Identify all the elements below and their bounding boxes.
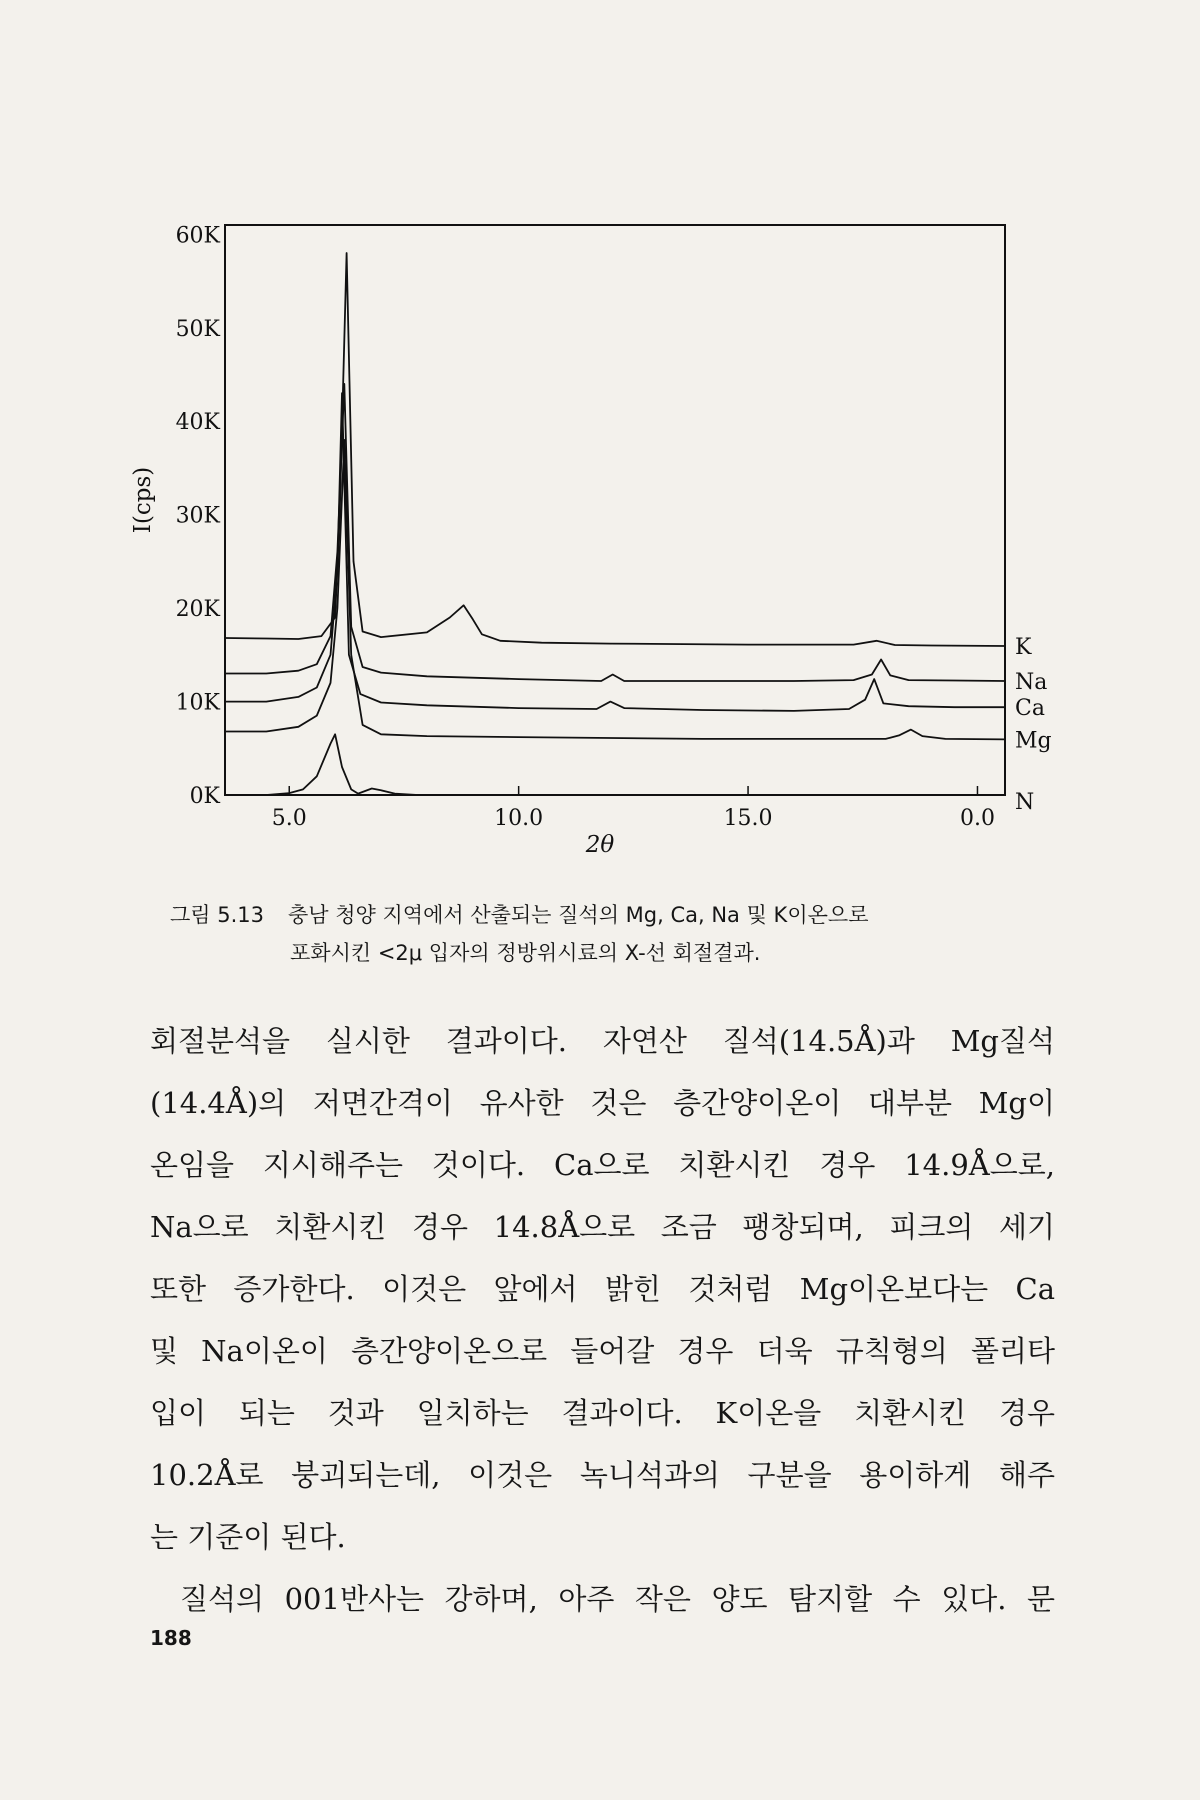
y-tick-label: 20K [175,597,220,623]
series-label-k: K [1015,634,1032,660]
caption-text-1: 충남 청양 지역에서 산출되는 질석의 Mg, Ca, Na 및 K이온으로 [288,903,869,927]
body-line: 10.2Å로 붕괴되는데, 이것은 녹니석과의 구분을 용이하게 해주 [150,1458,1055,1492]
body-line: 입이 되는 것과 일치하는 결과이다. K이온을 치환시킨 경우 [150,1396,1055,1430]
caption-line-2: 포화시킨 <2μ 입자의 정방위시료의 X-선 회절결과. [290,941,761,965]
x-tick-label: 10.0 [494,806,544,831]
body-line: 는 기준이 된다. [150,1520,346,1554]
x-tick-label: 15.0 [723,806,773,831]
y-tick-label: 60K [175,223,220,249]
body-line: 및 Na이온이 층간양이온으로 들어갈 경우 더욱 규칙형의 폴리타 [150,1334,1055,1368]
series-label-na: Na [1015,670,1048,695]
body-line: Na으로 치환시킨 경우 14.8Å으로 조금 팽창되며, 피크의 세기 [150,1210,1055,1244]
x-axis-label: 2θ [585,832,615,858]
body-line: 또한 증가한다. 이것은 앞에서 밝힌 것처럼 Mg이온보다는 Ca [150,1272,1055,1306]
x-tick-label: 0.0 [959,806,995,831]
series-label-n: N [1015,790,1035,815]
page-number: 188 [150,1626,192,1650]
figure-caption [170,896,1070,972]
body-line: (14.4Å)의 저면간격이 유사한 것은 층간양이온이 대부분 Mg이 [150,1086,1055,1120]
xrd-chart [0,0,1200,880]
body-line: 질석의 001반사는 강하며, 아주 작은 양도 탐지할 수 있다. 문 [180,1582,1055,1616]
caption-line-1 [170,896,1070,934]
body-text [150,1010,1055,1630]
series-line-n [225,734,1005,795]
y-axis-label: I(cps) [130,466,156,534]
body-line: 온임을 지시해주는 것이다. Ca으로 치환시킨 경우 14.9Å으로, [150,1148,1055,1182]
series-line-na [225,384,1005,681]
series-label-mg: Mg [1015,728,1052,754]
y-tick-label: 0K [189,784,220,809]
y-tick-label: 40K [175,410,220,436]
series-label-ca: Ca [1015,696,1045,722]
x-tick-label: 5.0 [271,806,307,831]
body-line: 회절분석을 실시한 결과이다. 자연산 질석(14.5Å)과 Mg질석 [150,1024,1055,1058]
y-tick-label: 10K [175,690,220,716]
y-tick-label: 50K [175,316,220,342]
figure-number: 그림 5.13 [170,903,265,927]
y-tick-label: 30K [175,503,220,529]
series-line-mg [225,440,1005,740]
